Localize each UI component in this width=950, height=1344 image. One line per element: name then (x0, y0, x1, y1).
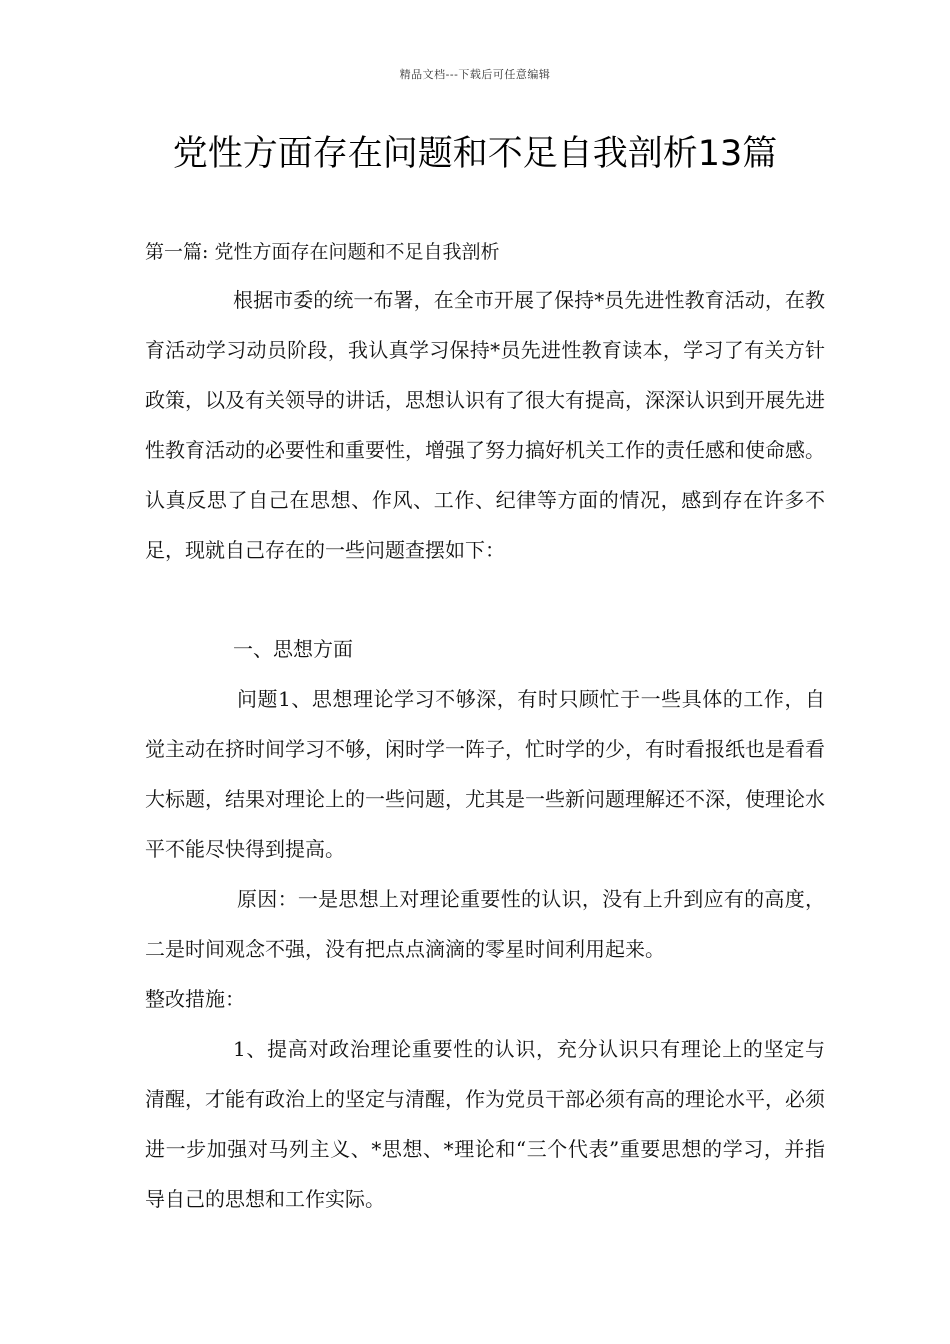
section-subtitle: 第一篇: 党性方面存在问题和不足自我剖析 (145, 241, 500, 263)
paragraph-problem-1: 问题1、思想理论学习不够深，有时只顾忙于一些具体的工作，自觉主动在挤时间学习不够，闲时学一阵子，忙时学的少，有时看报纸也是看看大标题，结果对理论上的一些问题，尤其是一些新问题理解还不深，使理论水平不能尽快得到提高。 (145, 687, 825, 861)
document-title: 党性方面存在问题和不足自我剖析13篇 (172, 134, 778, 174)
header-note: 精品文档---下载后可任意编辑 (399, 68, 551, 81)
paragraph-reason: 原因：一是思想上对理论重要性的认识，没有上升到应有的高度，二是时间观念不强，没有把点点滴滴的零星时间利用起来。 (145, 887, 825, 961)
section-heading-thought: 一、思想方面 (233, 637, 353, 661)
section-heading-measures: 整改措施： (145, 987, 245, 1011)
paragraph-intro: 根据市委的统一布署，在全市开展了保持*员先进性教育活动，在教育活动学习动员阶段，我认真学习保持*员先进性教育读本，学习了有关方针政策，以及有关领导的讲话，思想认识有了很大有提高，深深认识到开展先进性教育活动的必要性和重要性，增强了努力搞好机关工作的责任感和使命感。认真反思了自己在思想、作风、工作、纪律等方面的情况，感到存在许多不足，现就自己存在的一些问题查摆如下： (145, 288, 825, 562)
paragraph-measure-1: 1、提高对政治理论重要性的认识，充分认识只有理论上的坚定与清醒，才能有政治上的坚定与清醒，作为党员干部必须有高的理论水平，必须进一步加强对马列主义、*思想、*理论和“三个代表”重要思想的学习，并指导自己的思想和工作实际。 (145, 1037, 825, 1211)
